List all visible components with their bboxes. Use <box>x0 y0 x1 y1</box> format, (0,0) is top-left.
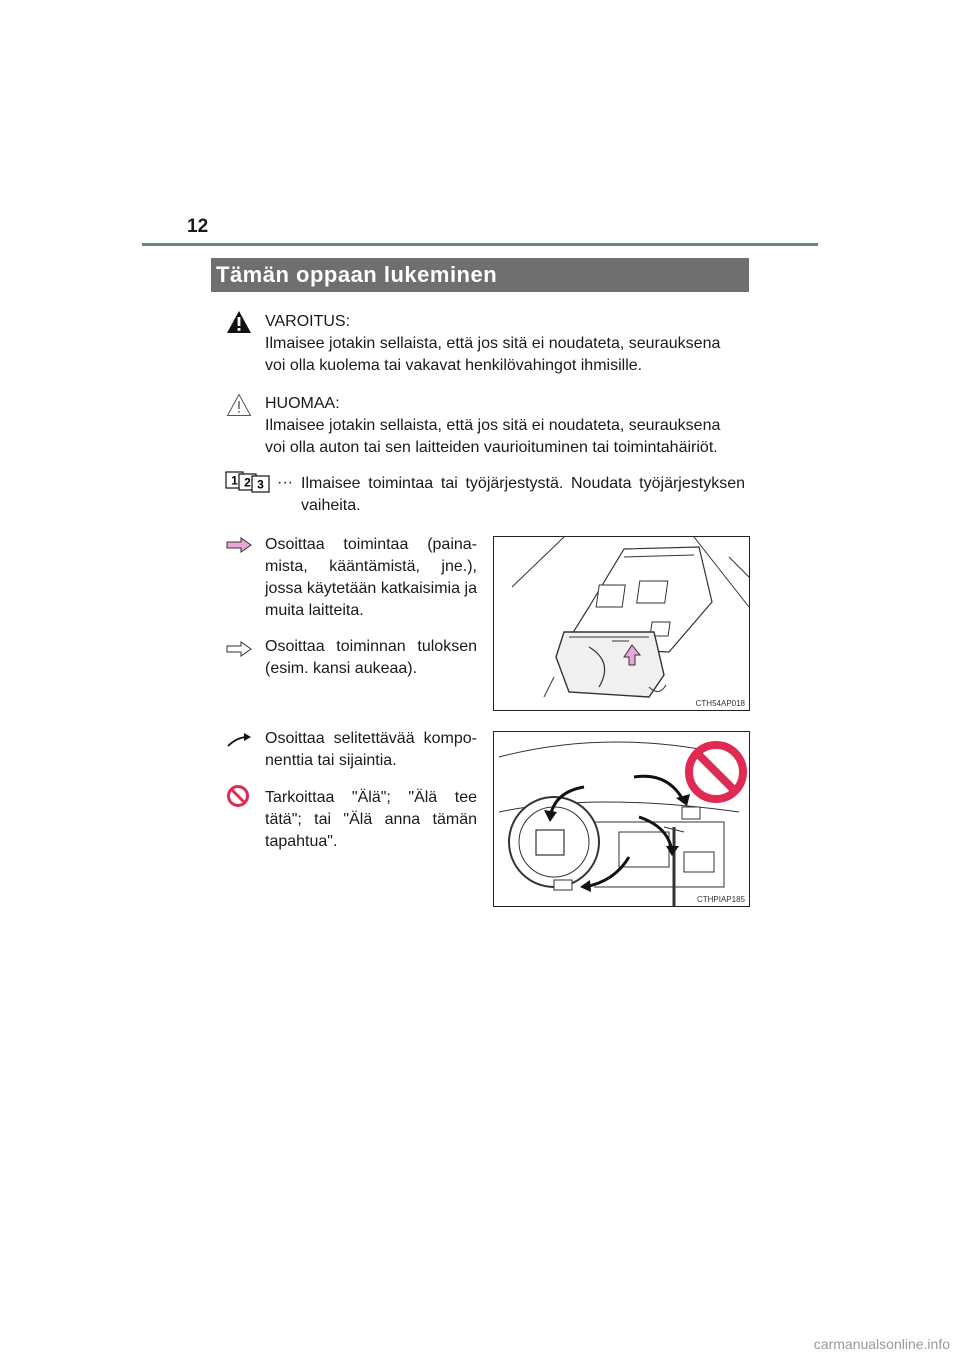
result-arrow-icon <box>226 641 252 657</box>
overhead-console-illustration <box>493 536 750 711</box>
warning-icon <box>226 310 252 334</box>
component-text: Osoittaa selitettävää kompo-nenttia tai sijaintia. <box>265 730 477 769</box>
step-number-2: 2 <box>244 475 251 490</box>
section-title-bar <box>211 258 749 292</box>
notice-text: Ilmaisee jotakin sellaista, että jos sitä ei noudateta, seurauksena voi olla auton tai sen laitteiden vaurioituminen tai toimintahäiriöt. <box>265 417 721 456</box>
header-rule <box>142 243 818 246</box>
step-number-3: 3 <box>257 477 264 492</box>
action-text: Osoittaa toimintaa (paina-mista, kääntämistä, jne.), jossa käytetään katkaisimia ja muita laitteita. <box>265 536 477 619</box>
prohibition-text: Tarkoittaa "Älä"; "Älä tee tätä"; tai "Älä anna tämän tapahtua". <box>265 789 477 850</box>
page-number: 12 <box>187 216 209 237</box>
section-title: Tämän oppaan lukeminen <box>216 262 498 287</box>
overhead-illustration-code: CTH54AP018 <box>695 699 745 708</box>
component-pointer-icon <box>226 732 252 748</box>
step-ellipsis: ··· <box>277 474 293 491</box>
step-numbers-icon <box>225 471 275 493</box>
steps-text: Ilmaisee toimintaa tai työjärjestystä. Noudata työjärjestyksen vaiheita. <box>301 475 745 514</box>
warning-text: Ilmaisee jotakin sellaista, että jos sitä ei noudateta, seurauksena voi olla kuolema tai vakavat henkilövahingot ihmisille. <box>265 335 721 374</box>
warning-label: VAROITUS: <box>265 313 351 330</box>
dashboard-illustration-code: CTHPIAP185 <box>696 895 745 904</box>
dashboard-illustration <box>493 731 750 907</box>
result-text: Osoittaa toiminnan tuloksen (esim. kansi aukeaa). <box>265 638 477 677</box>
notice-label: HUOMAA: <box>265 395 340 412</box>
action-arrow-icon <box>226 537 252 553</box>
prohibition-icon <box>226 784 250 808</box>
footer-watermark: carmanualsonline.info <box>813 1336 950 1352</box>
notice-icon <box>226 393 252 417</box>
step-number-1: 1 <box>231 473 238 488</box>
